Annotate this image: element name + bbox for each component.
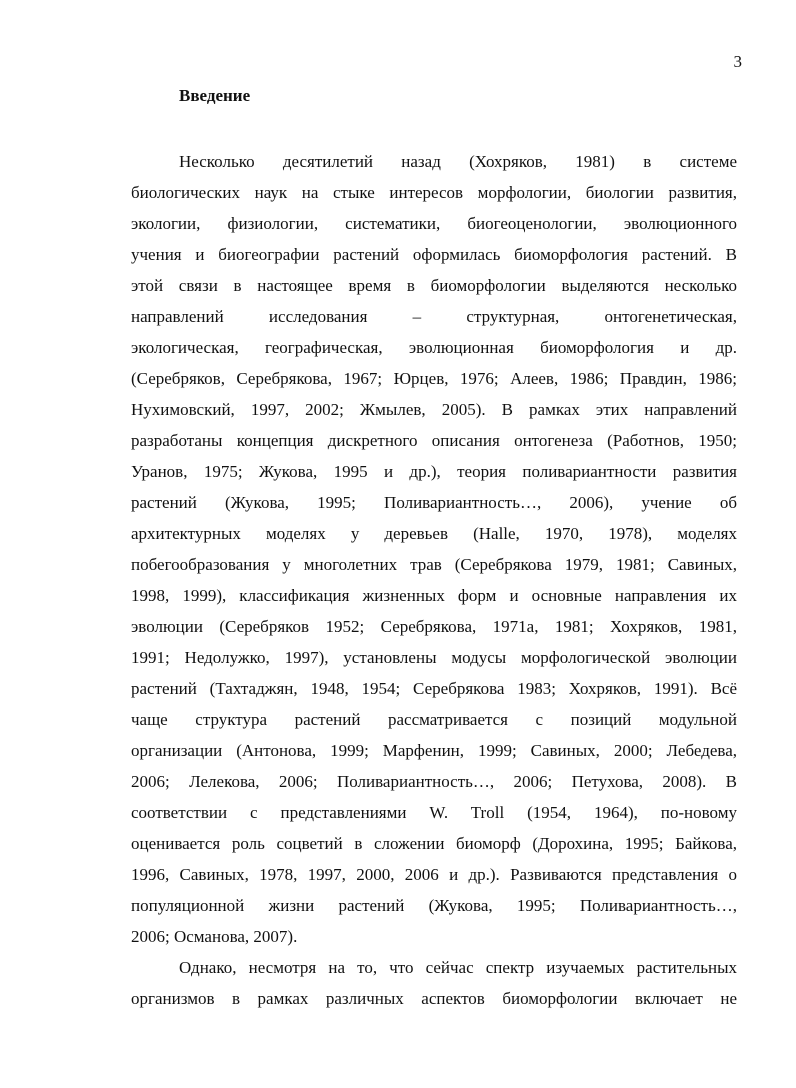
text-line: растений (Тахтаджян, 1948, 1954; Серебрякова 1983; Хохряков, 1991). Всё [131,679,737,698]
text-line: эволюции (Серебряков 1952; Серебрякова, 1971а, 1981; Хохряков, 1981, [131,617,737,636]
text-line: соответствии с представлениями W. Troll (1954, 1964), по-новому [131,803,737,822]
section-heading: Введение [179,86,251,105]
text-line: биологических наук на стыке интересов морфологии, биологии развития, [131,183,737,202]
text-line: Несколько десятилетий назад (Хохряков, 1981) в системе [179,152,737,171]
text-line: чаще структура растений рассматривается с позиций модульной [131,710,737,729]
text-line: Уранов, 1975; Жукова, 1995 и др.), теория поливариантности развития [131,462,737,481]
text-line: этой связи в настоящее время в биоморфологии выделяются несколько [131,276,737,295]
text-line: Однако, несмотря на то, что сейчас спектр изучаемых растительных [179,958,737,977]
text-line: популяционной жизни растений (Жукова, 1995; Поливариантность…, [131,896,737,915]
text-line: (Серебряков, Серебрякова, 1967; Юрцев, 1976; Алеев, 1986; Правдин, 1986; [131,369,737,388]
text-line: 2006; Османова, 2007). [131,927,298,946]
text-line: Нухимовский, 1997, 2002; Жмылев, 2005). В рамках этих направлений [131,400,737,419]
text-line: организации (Антонова, 1999; Марфенин, 1999; Савиных, 2000; Лебедева, [131,741,737,760]
text-line: 1991; Недолужко, 1997), установлены модусы морфологической эволюции [131,648,737,667]
text-line: экологии, физиологии, систематики, биогеоценологии, эволюционного [131,214,737,233]
page-number: 3 [733,52,742,71]
text-line: организмов в рамках различных аспектов биоморфологии включает не [131,989,737,1008]
body-text [131,146,737,1014]
text-line: архитектурных моделях у деревьев (Halle, 1970, 1978), моделях [131,524,737,543]
text-line: разработаны концепция дискретного описания онтогенеза (Работнов, 1950; [131,431,737,450]
text-line: 1998, 1999), классификация жизненных форм и основные направления их [131,586,737,605]
text-line: 2006; Лелекова, 2006; Поливариантность…, 2006; Петухова, 2008). В [131,772,737,791]
text-line: оценивается роль соцветий в сложении биоморф (Дорохина, 1995; Байкова, [131,834,737,853]
text-line: растений (Жукова, 1995; Поливариантность…, 2006), учение об [131,493,737,512]
text-line: 1996, Савиных, 1978, 1997, 2000, 2006 и др.). Развиваются представления о [131,865,737,884]
text-line: направлений исследования – структурная, онтогенетическая, [131,307,737,326]
text-line: учения и биогеографии растений оформилась биоморфология растений. В [131,245,737,264]
text-line: экологическая, географическая, эволюционная биоморфология и др. [131,338,737,357]
text-line: побегообразования у многолетних трав (Серебрякова 1979, 1981; Савиных, [131,555,737,574]
